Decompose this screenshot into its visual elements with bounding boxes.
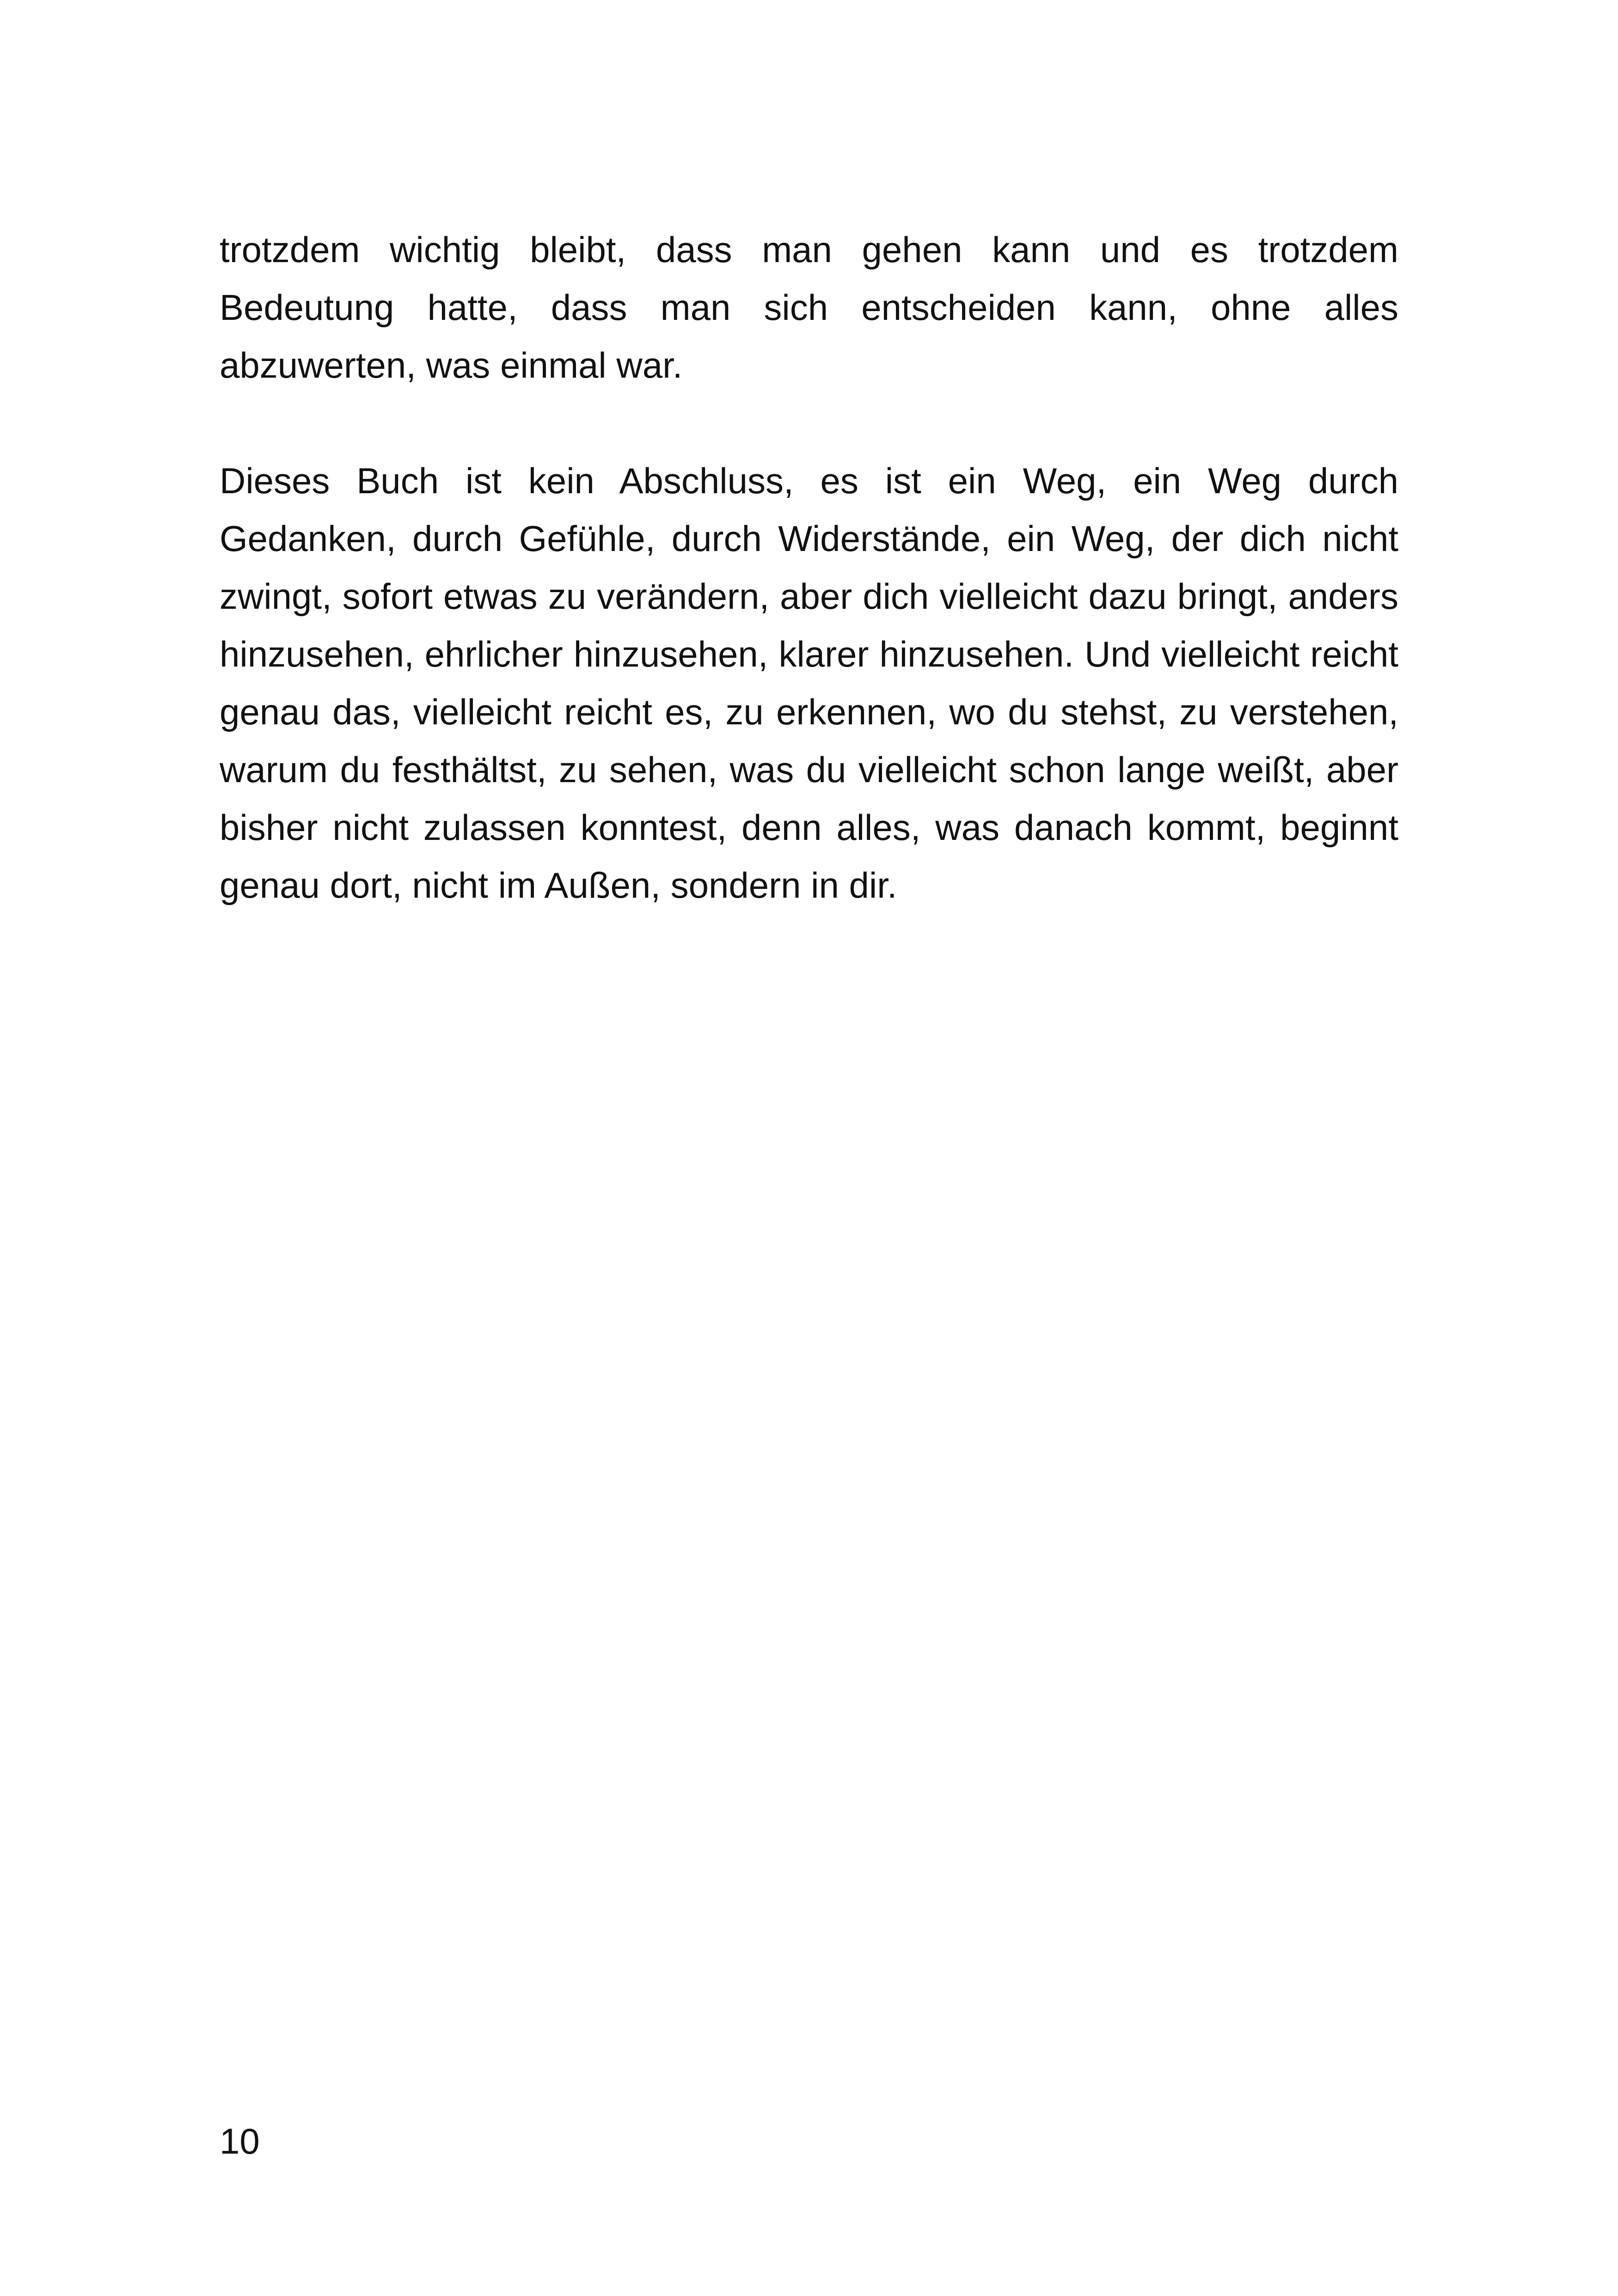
body-text [220,221,1398,914]
paragraph-1: trotzdem wichtig bleibt, dass man gehen kann und es trotzdem Bedeutung hatte, dass man sich entscheiden kann, ohne alles abzuwerten, was einmal war. [220,229,1398,386]
paragraph-2: Dieses Buch ist kein Abschluss, es ist ein Weg, ein Weg durch Gedanken, durch Gefühle, durch Widerstände, ein Weg, der dich nicht zwingt, sofort etwas zu verändern, aber dich vielleicht dazu bringt, anders hinzusehen, ehrlicher hinzusehen, klarer hinzusehen. Und vielleicht reicht genau das, vielleicht reicht es, zu erkennen, wo du stehst, zu verstehen, warum du festhältst, zu sehen, was du vielleicht schon lange weißt, aber bisher nicht zulassen konntest, denn alles, was danach kommt, beginnt genau dort, nicht im Außen, sondern in dir. [220,460,1398,906]
page-number: 10 [220,2121,260,2161]
